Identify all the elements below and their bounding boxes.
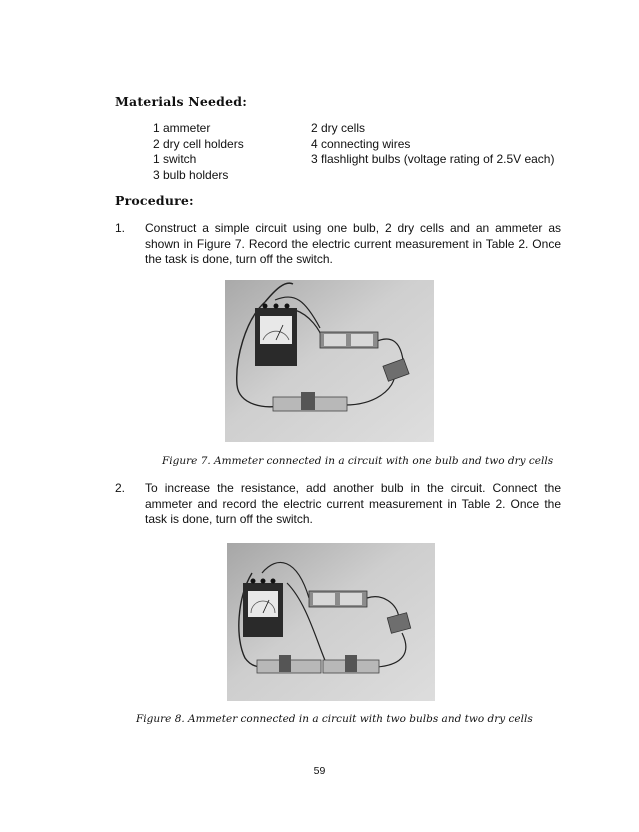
step-text: Construct a simple circuit using one bulb, 2 dry cells and an ammeter as shown in Figure 7. Record the electric current measurement in Table 2. Once the task is done, turn off the switch. (145, 221, 561, 266)
figure-8-photo (227, 543, 435, 701)
materials-list-right (311, 121, 554, 168)
material-item: 1 ammeter (153, 121, 211, 135)
figure-7-caption: Figure 7. Ammeter connected in a circuit with one bulb and two dry cells (162, 455, 554, 467)
page-number: 59 (313, 765, 326, 777)
material-item: 2 dry cells (311, 121, 366, 135)
materials-heading: Materials Needed: (115, 94, 248, 109)
procedure-heading: Procedure: (115, 193, 194, 208)
step-number: 1. (115, 221, 126, 235)
step-number: 2. (115, 481, 126, 495)
figure-7-photo (225, 280, 434, 442)
material-item: 3 bulb holders (153, 167, 229, 182)
material-item: 1 switch (153, 152, 197, 166)
materials-list-left (153, 121, 244, 183)
material-item: 2 dry cell holders (153, 136, 244, 151)
material-item: 3 flashlight bulbs (voltage rating of 2.5V each) (311, 152, 555, 166)
material-item: 4 connecting wires (311, 136, 411, 151)
figure-8-caption: Figure 8. Ammeter connected in a circuit with two bulbs and two dry cells (136, 713, 533, 725)
step-text: To increase the resistance, add another bulb in the circuit. Connect the ammeter and record the electric current measurement in Table 2. Once the task is done, turn off the switch. (145, 481, 561, 526)
